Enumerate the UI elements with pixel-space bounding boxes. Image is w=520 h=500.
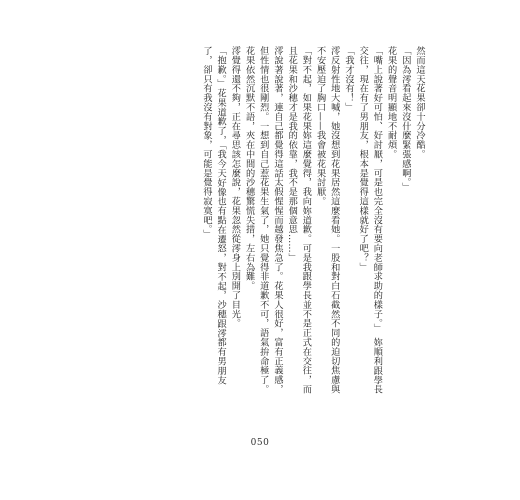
- text-line: 然而這天花果卻十分冷酷。: [414, 46, 425, 159]
- text-line: 花果依然沉默不語，夾在中間的沙穗驚慌失措，左右為難。: [243, 46, 255, 291]
- text-line: 澪說著說著，連自己都覺得這話太假惺惺而越發焦急了。花果人很好，富有正義感，: [271, 46, 283, 394]
- text-line: 且花果和沙穗才是我的依靠，我不是那個意思……」: [286, 46, 298, 263]
- text-line: 「對不起，如果花果妳這麼覺得，我向妳道歉。可是我跟學長並不是正式在交往，而: [300, 46, 312, 394]
- text-line: 了，卻只有我沒有對象，可能是覺得寂寞吧。」: [200, 46, 212, 239]
- text-line: 「抱歉。」花果道歉了，「我今天好像也有點在遷怒，對不起，沙穗跟澪都有男朋友: [215, 46, 227, 385]
- text-line: 「我才沒有！」: [342, 46, 354, 112]
- text-line: 花果的聲音明顯地不耐煩。: [385, 46, 397, 159]
- text-line: 澪反射性地大喊，她沒想到花果居然這麼看她。一股和對白石截然不同的迫切焦慮與: [328, 46, 340, 394]
- text-line: 澪覺得還不夠，正在尋思該怎麼說，花果忽然從澪身上別開了目光。: [229, 46, 241, 328]
- text-line: 但性情也很剛烈。一想到自己惹花果生氣了，她只覺得非道歉不可，語氣拚命極了。: [257, 46, 269, 394]
- page-number: 050: [250, 438, 270, 448]
- text-line: 「嘴上說著好可怕、好討厭，可是也完全沒有要向老師求助的樣子。」 妳順利跟學長: [371, 46, 383, 394]
- text-line: 不安壓迫了胸口——我會被花果討厭。: [314, 46, 326, 206]
- text-line: 交往，現在有了男朋友，根本是覺得這樣就好了吧？」: [357, 46, 369, 272]
- text-line: 「因為澪看起來沒什麼緊張感啊。」: [399, 46, 411, 192]
- body-text: [199, 46, 426, 394]
